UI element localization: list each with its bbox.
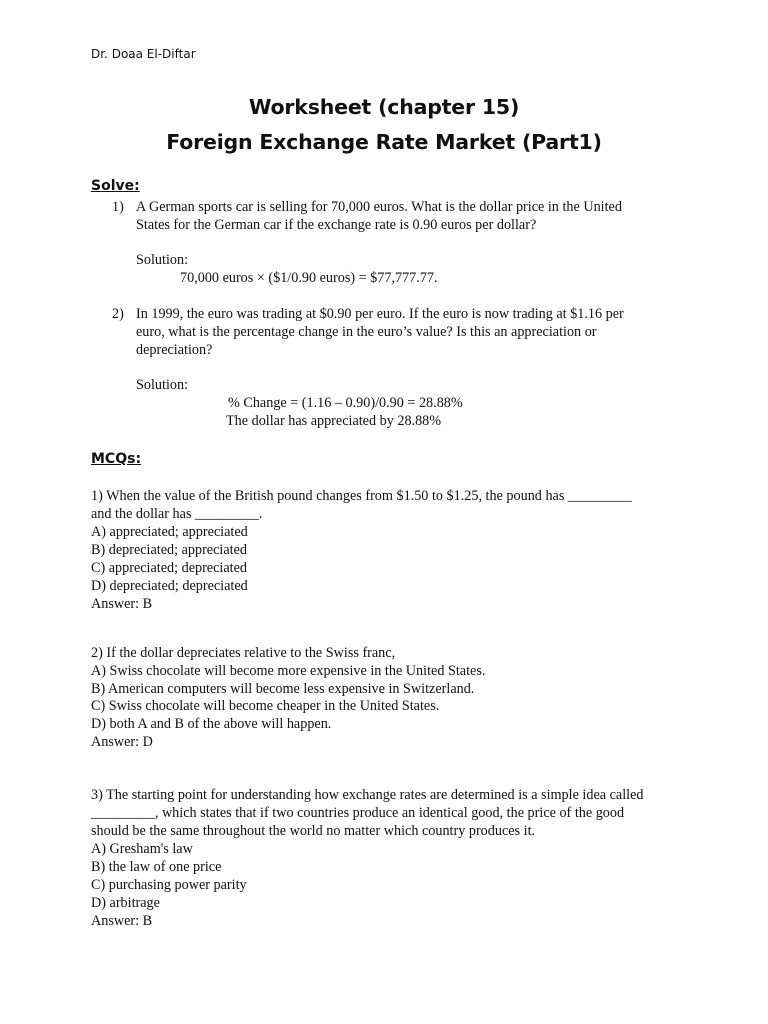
problem-number: 2)	[112, 306, 124, 322]
solve-heading: Solve:	[91, 178, 140, 194]
option-a: A) Gresham's law	[91, 841, 193, 857]
mcqs-heading: MCQs:	[91, 451, 142, 467]
author-name: Dr. Doaa El-Diftar	[91, 47, 196, 61]
problem-text-line: In 1999, the euro was trading at $0.90 per euro. If the euro is now trading at $1.16 per	[136, 306, 624, 322]
answer-line: Answer: B	[91, 596, 153, 612]
problem-text-line: States for the German car if the exchange rate is 0.90 euros per dollar?	[136, 217, 537, 233]
option-b: B) depreciated; appreciated	[91, 542, 247, 558]
solution-label: Solution:	[136, 252, 189, 268]
problem-number: 1)	[112, 199, 124, 215]
question-text-line: should be the same throughout the world no matter which country produces it.	[91, 823, 536, 839]
option-b: B) American computers will become less expensive in Switzerland.	[91, 681, 475, 697]
question-text-line: 2) If the dollar depreciates relative to the Swiss franc,	[91, 645, 396, 661]
question-text-line: _________, which states that if two countries produce an identical good, the price of the good	[91, 805, 625, 821]
solution-line: 70,000 euros × ($1/0.90 euros) = $77,777.77.	[180, 270, 438, 286]
solution-label: Solution:	[136, 377, 189, 393]
solution-line: The dollar has appreciated by 28.88%	[226, 413, 442, 429]
problem-text-line: depreciation?	[136, 342, 213, 358]
option-a: A) Swiss chocolate will become more expensive in the United States.	[91, 663, 486, 679]
worksheet-title: Worksheet (chapter 15)	[248, 95, 520, 119]
option-c: C) purchasing power parity	[91, 877, 247, 893]
answer-line: Answer: D	[91, 734, 153, 750]
option-a: A) appreciated; appreciated	[91, 524, 248, 540]
question-text-line: 1) When the value of the British pound changes from $1.50 to $1.25, the pound has _________	[91, 488, 632, 504]
problem-text-line: A German sports car is selling for 70,000 euros. What is the dollar price in the United	[136, 199, 622, 215]
option-b: B) the law of one price	[91, 859, 222, 875]
option-c: C) Swiss chocolate will become cheaper in the United States.	[91, 698, 440, 714]
question-text-line: 3) The starting point for understanding how exchange rates are determined is a simple idea called	[91, 787, 644, 803]
option-d: D) arbitrage	[91, 895, 160, 911]
answer-line: Answer: B	[91, 913, 153, 929]
worksheet-subtitle: Foreign Exchange Rate Market (Part1)	[166, 130, 602, 154]
solution-line: % Change = (1.16 – 0.90)/0.90 = 28.88%	[228, 395, 463, 411]
option-d: D) both A and B of the above will happen.	[91, 716, 332, 732]
option-c: C) appreciated; depreciated	[91, 560, 247, 576]
problem-text-line: euro, what is the percentage change in the euro’s value? Is this an appreciation or	[136, 324, 597, 340]
option-d: D) depreciated; depreciated	[91, 578, 248, 594]
question-text-line: and the dollar has _________.	[91, 506, 263, 522]
